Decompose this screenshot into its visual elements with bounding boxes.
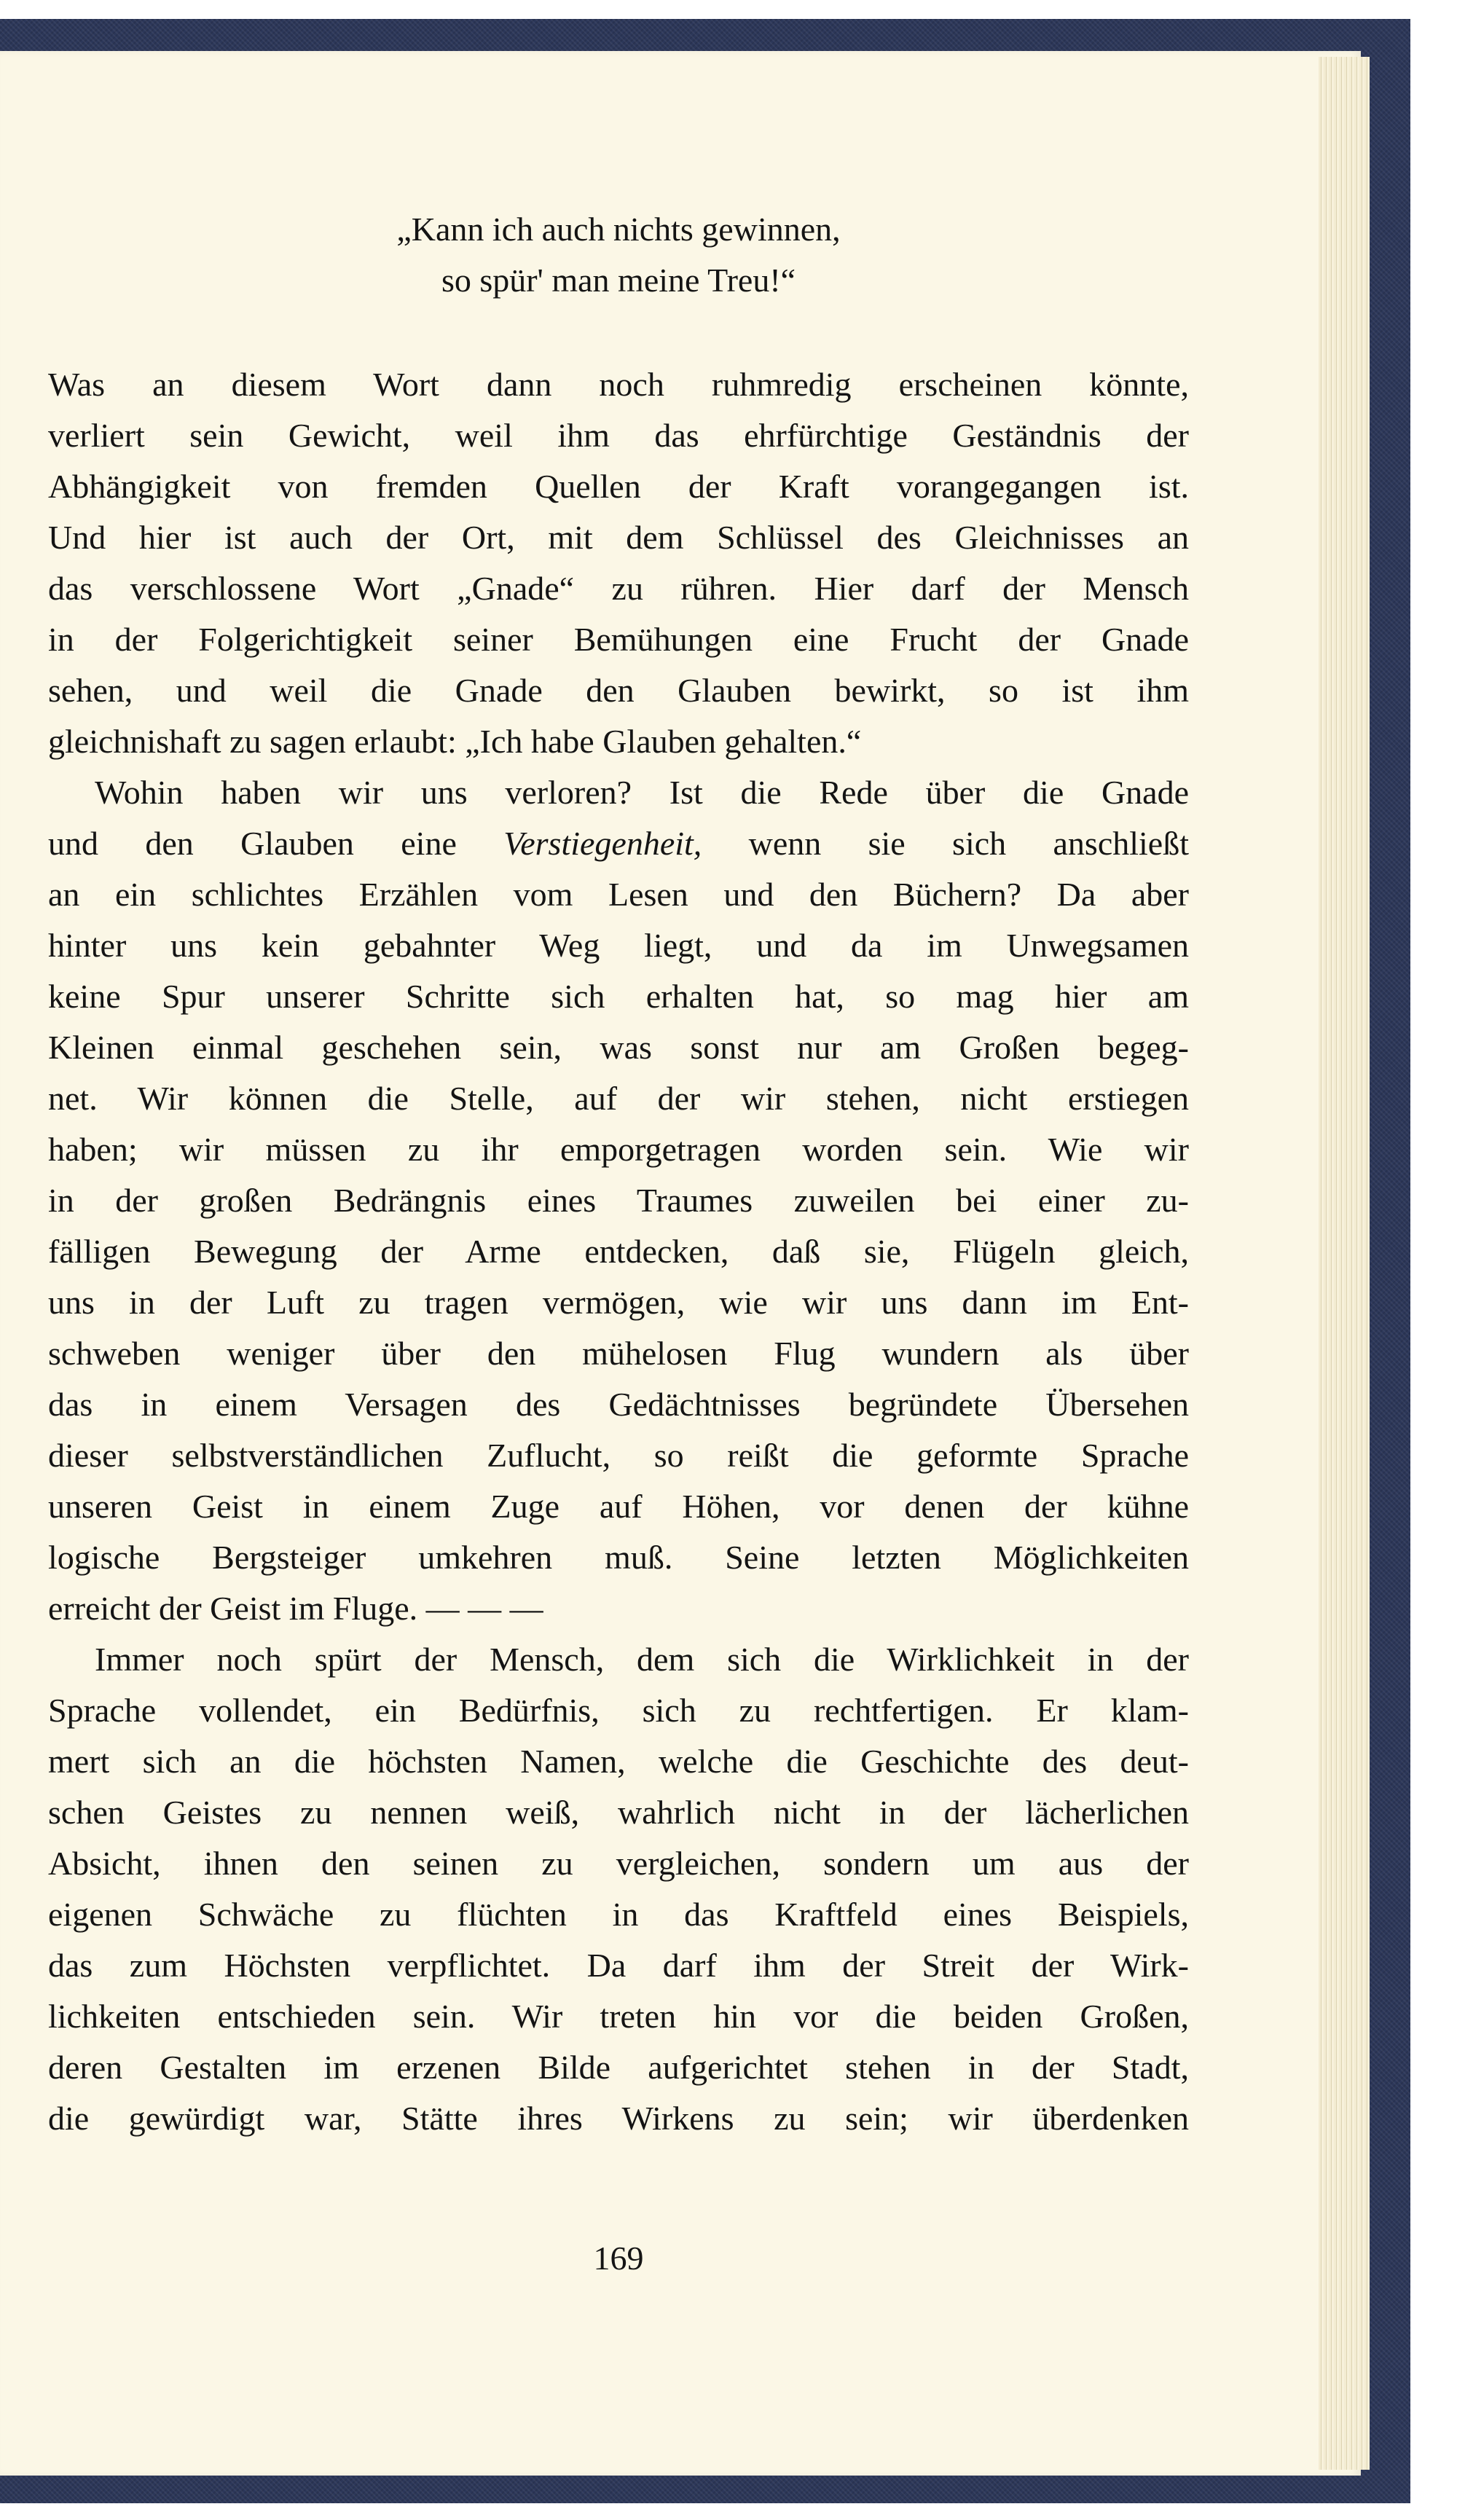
text-span: und den Glauben eine bbox=[48, 825, 504, 862]
text-line: Sprache vollendet, ein Bedürfnis, sich zu rechtfertigen. Er klam- bbox=[48, 1692, 1189, 1729]
text-line: keine Spur unserer Schritte sich erhalten hat, so mag hier am bbox=[48, 978, 1189, 1015]
text-line: das in einem Versagen des Gedächtnisses begründete Übersehen bbox=[48, 1386, 1189, 1423]
text-line: fälligen Bewegung der Arme entdecken, daß sie, Flügeln gleich, bbox=[48, 1233, 1189, 1270]
quote-line: „Kann ich auch nichts gewinnen, bbox=[396, 211, 841, 248]
text-line: die gewürdigt war, Stätte ihres Wirkens zu sein; wir überdenken bbox=[48, 2100, 1189, 2137]
page-edges bbox=[1319, 57, 1370, 2470]
text-line: in der Folgerichtigkeit seiner Bemühungen eine Frucht der Gnade bbox=[48, 621, 1189, 658]
text-line: hinter uns kein gebahnter Weg liegt, und da im Unwegsamen bbox=[48, 927, 1189, 964]
text-line: Immer noch spürt der Mensch, dem sich die Wirklichkeit in der bbox=[95, 1641, 1189, 1678]
text-line: verliert sein Gewicht, weil ihm das ehrfürchtige Geständnis der bbox=[48, 417, 1189, 454]
quote-line: so spür' man meine Treu!“ bbox=[441, 262, 796, 299]
text-line: das zum Höchsten verpflichtet. Da darf ihm der Streit der Wirk- bbox=[48, 1947, 1189, 1984]
text-span: wenn sie sich anschließt bbox=[702, 825, 1189, 862]
text-line: schen Geistes zu nennen weiß, wahrlich nicht in der lächerlichen bbox=[48, 1794, 1189, 1831]
text-line: erreicht der Geist im Fluge. — — — bbox=[48, 1590, 543, 1627]
text-line: Und hier ist auch der Ort, mit dem Schlüssel des Gleichnisses an bbox=[48, 519, 1189, 556]
page-text bbox=[48, 0, 1189, 2520]
text-line: schweben weniger über den mühelosen Flug wundern als über bbox=[48, 1335, 1189, 1372]
text-line: in der großen Bedrängnis eines Traumes zuweilen bei einer zu- bbox=[48, 1182, 1189, 1219]
text-line: Abhängigkeit von fremden Quellen der Kraft vorangegangen ist. bbox=[48, 468, 1189, 505]
text-line: deren Gestalten im erzenen Bilde aufgerichtet stehen in der Stadt, bbox=[48, 2049, 1189, 2086]
text-line: Was an diesem Wort dann noch ruhmredig erscheinen könnte, bbox=[48, 366, 1189, 403]
text-line: eigenen Schwäche zu flüchten in das Kraftfeld eines Beispiels, bbox=[48, 1896, 1189, 1933]
text-line: haben; wir müssen zu ihr emporgetragen worden sein. Wie wir bbox=[48, 1131, 1189, 1168]
text-line: uns in der Luft zu tragen vermögen, wie wir uns dann im Ent- bbox=[48, 1284, 1189, 1321]
text-line: sehen, und weil die Gnade den Glauben bewirkt, so ist ihm bbox=[48, 672, 1189, 709]
text-line: Wohin haben wir uns verloren? Ist die Rede über die Gnade bbox=[95, 774, 1189, 811]
text-line: Kleinen einmal geschehen sein, was sonst nur am Großen begeg- bbox=[48, 1029, 1189, 1066]
text-line: mert sich an die höchsten Namen, welche die Geschichte des deut- bbox=[48, 1743, 1189, 1780]
text-line: unseren Geist in einem Zuge auf Höhen, vor denen der kühne bbox=[48, 1488, 1189, 1525]
text-line bbox=[48, 822, 1189, 865]
text-line: Absicht, ihnen den seinen zu vergleichen, sondern um aus der bbox=[48, 1845, 1189, 1882]
text-line: an ein schlichtes Erzählen vom Lesen und den Büchern? Da aber bbox=[48, 876, 1189, 913]
italic-word: Verstiegenheit, bbox=[503, 825, 702, 862]
text-line: das verschlossene Wort „Gnade“ zu rühren. Hier darf der Mensch bbox=[48, 570, 1189, 607]
text-line: logische Bergsteiger umkehren muß. Seine letzten Möglichkeiten bbox=[48, 1539, 1189, 1576]
text-line: gleichnishaft zu sagen erlaubt: „Ich habe Glauben gehalten.“ bbox=[48, 723, 862, 760]
text-line: lichkeiten entschieden sein. Wir treten hin vor die beiden Großen, bbox=[48, 1998, 1189, 2035]
text-line: net. Wir können die Stelle, auf der wir stehen, nicht erstiegen bbox=[48, 1080, 1189, 1117]
page-number: 169 bbox=[593, 2240, 644, 2277]
text-line: dieser selbstverständlichen Zuflucht, so reißt die geformte Sprache bbox=[48, 1437, 1189, 1474]
